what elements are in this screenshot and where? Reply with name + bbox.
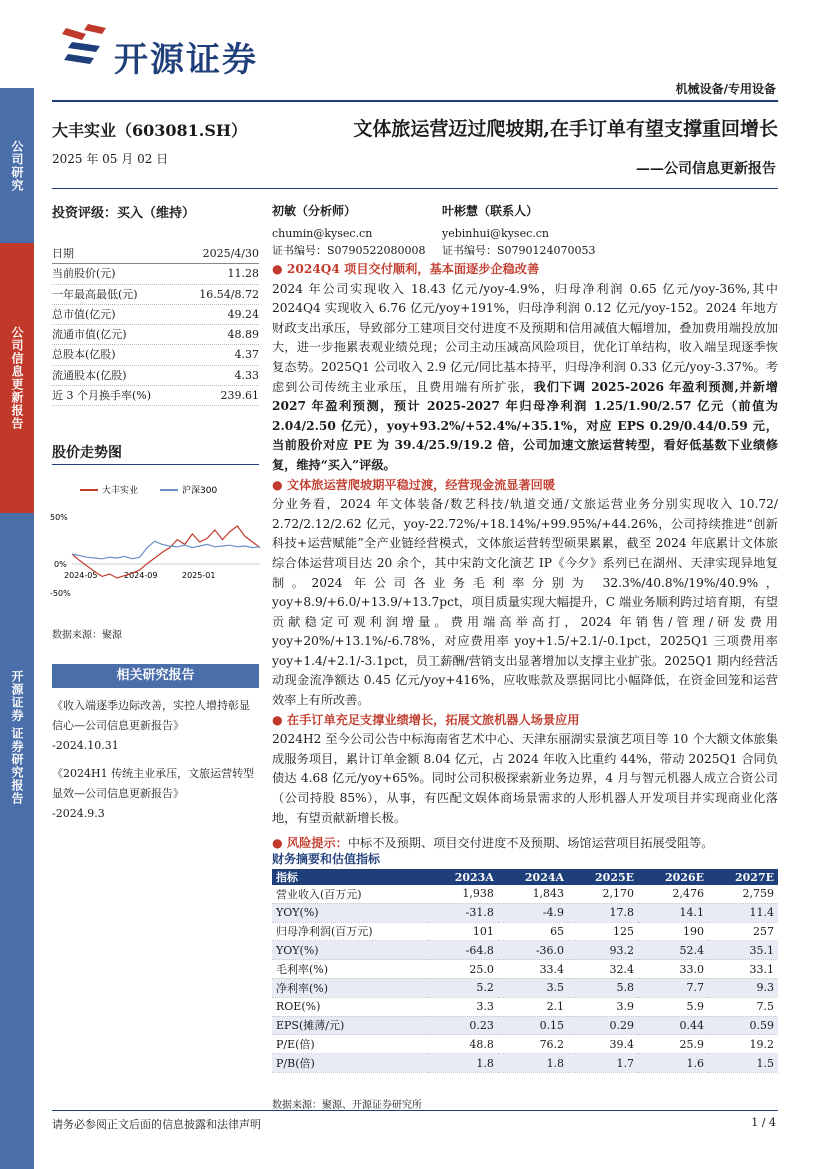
analyst-2 [442, 202, 596, 258]
finance-row [272, 903, 778, 922]
info-value: 16.54/8.72 [199, 287, 259, 301]
info-label: 日期 [52, 247, 74, 260]
finance-cell: YOY(%) [272, 903, 428, 922]
finance-cell: 1.6 [638, 1054, 708, 1073]
finance-cell: 1.8 [498, 1054, 568, 1073]
finance-row [272, 922, 778, 941]
risk-text: 中标不及预期、项目交付进度不及预期、场馆运营项目拓展受阻等。 [347, 836, 714, 851]
footer-disclaimer: 请务必参阅正文后面的信息披露和法律声明 [52, 1118, 261, 1131]
finance-cell: 25.0 [428, 960, 498, 979]
legend-label-series-2: 沪深300 [182, 486, 218, 496]
finance-cell: ROE(%) [272, 997, 428, 1016]
info-value: 11.28 [227, 267, 259, 281]
info-value: 4.33 [234, 368, 259, 382]
finance-cell: 0.44 [638, 1016, 708, 1035]
finance-cell: 2,476 [638, 885, 708, 903]
finance-row [272, 978, 778, 997]
stock-chart-title: 股价走势图 [52, 445, 122, 461]
finance-cell: 93.2 [568, 941, 638, 960]
risk-label: ● 风险提示： [272, 836, 348, 850]
finance-cell: 17.8 [568, 903, 638, 922]
finance-cell: 归母净利润(百万元) [272, 922, 428, 941]
finance-cell: 190 [638, 922, 708, 941]
finance-column-header: 2024A [498, 869, 568, 885]
analyst-1 [272, 202, 426, 258]
finance-cell: -64.8 [428, 941, 498, 960]
finance-cell: 9.3 [708, 978, 778, 997]
report-title: 文体旅运营迈过爬坡期,在手订单有望支撑重回增长 [353, 118, 778, 140]
finance-cell: 1,843 [498, 885, 568, 903]
finance-row [272, 1016, 778, 1035]
finance-cell: 3.5 [498, 978, 568, 997]
finance-cell: 7.7 [638, 978, 708, 997]
section-heading-3: ● 在手订单充足支撑业绩增长，拓展文旅机器人场景应用 [272, 711, 778, 731]
analyst-2-name: 叶彬慧（联系人） [442, 204, 539, 218]
finance-row [272, 1035, 778, 1054]
finance-cell: 48.8 [428, 1035, 498, 1054]
finance-source: 数据来源：聚源、开源证券研究所 [272, 1100, 422, 1111]
related-report-2[interactable] [52, 764, 259, 824]
finance-row [272, 960, 778, 979]
finance-cell: 125 [568, 922, 638, 941]
info-label: 流通市值(亿元) [52, 328, 127, 342]
side-label-brand: 开源证券 证券研究报告 [10, 670, 24, 806]
related-report-date: -2024.10.31 [52, 739, 119, 752]
related-reports-header: 相关研究报告 [52, 664, 259, 688]
investment-rating: 投资评级：买入（维持） [52, 206, 196, 221]
y-tick-label: 0% [54, 560, 67, 569]
finance-cell: 0.59 [708, 1016, 778, 1035]
finance-cell: 2,759 [708, 885, 778, 903]
finance-cell: 39.4 [568, 1035, 638, 1054]
finance-cell: 营业收入(百万元) [272, 885, 428, 903]
related-report-date: -2024.9.3 [52, 807, 105, 820]
forecast-text: 我们下调 2025-2026 年盈利预测,并新增 2027 年盈利预测，预计 2025-2027 年归母净利润 1.25/1.90/2.57 亿元（前值为 2.04/2.50 亿元），yoy+93.2%/+52.4%/+35.1%，对应 EPS 0.29/0.44/0.59 元，当前股价对应 PE 为 39.4/25.9/19.2 倍，公司加速文旅运营转型，看好低基数下业绩修复，维持“买入”评级。 [272, 379, 778, 472]
finance-cell: 25.9 [638, 1035, 708, 1054]
section-heading-1: ● 2024Q4 项目交付顺利，基本面逐步企稳改善 [272, 260, 778, 280]
brand-logo [60, 22, 110, 74]
body-paragraph-3: 2024H2 至今公司公告中标海南省艺术中心、天津东丽湖实景演艺项目等 10 个大额文体旅集成服务项目，累计订单金额 8.04 亿元，占 2024 年收入比重约 44%，带动 2025Q1 合同负债达 4.68 亿元/yoy+65%。同时公司积极探索新业务边界，4 月与智元机器人成立合资公司（公司持股 85%），从事，有匹配文娱体商场景需求的人形机器人开发项目并实现商业化落地，有望贡献新增长极。 [272, 732, 778, 825]
finance-cell: -36.0 [498, 941, 568, 960]
body-paragraph-2: 分业务看，2024 年文体装备/数艺科技/轨道交通/文旅运营业务分别实现收入 10.72/ 2.72/2.12/2.62 亿元，yoy-22.72%/+18.14%/+99.95%/+44.26%，公司持续推进“创新科技+运营赋能”全产业链经营模式，文体旅运营转型硕果累累，截至 2024 年底累计文体旅综合体运营项目达 20 余个，其中宋韵文化演艺 IP《今夕》系列已在湖州、天津实现异地复制。2024 年公司各业务毛利率分别为 32.3%/40.8%/19%/40.9%，yoy+8.9/+6.0/+13.9/+13.7pct，项目质量实现大幅提升，C 端业务顺利跨过培育期，有望贡献稳定可观利润增量。费用端高举高打，2024 年销售/管理/研发费用 yoy+20%/+13.1%/-6.78%，对应费用率 yoy+1.5/+2.1/-0.1pct，2025Q1 三项费用率 yoy+1.4/+2.1/-3.1pct，员工薪酬/营销支出显著增加以支撑主业扩张。2025Q1 期内经营活动现金流净额达 0.45 亿元/yoy+416%，应收账款及票据同比小幅降低，在资金回笼和运营效率上有所改善。 [272, 497, 778, 708]
company-name: 大丰实业（603081.SH） [52, 121, 248, 140]
finance-cell: EPS(摊薄/元) [272, 1016, 428, 1035]
info-value: 2025/4/30 [202, 247, 259, 260]
finance-cell: 14.1 [638, 903, 708, 922]
info-label: 当前股价(元) [52, 267, 116, 281]
finance-column-header: 2026E [638, 869, 708, 885]
finance-cell: 3.3 [428, 997, 498, 1016]
side-strip [0, 88, 34, 1169]
finance-column-header: 指标 [272, 869, 428, 885]
finance-cell: 1.5 [708, 1054, 778, 1073]
finance-table-title: 财务摘要和估值指标 [272, 852, 381, 866]
finance-cell: 32.4 [568, 960, 638, 979]
title-rule [52, 188, 778, 189]
analyst-1-cert: 证书编号：S0790522080008 [272, 244, 426, 257]
finance-cell: 0.15 [498, 1016, 568, 1035]
finance-cell: 5.9 [638, 997, 708, 1016]
stock-price-chart [50, 480, 264, 608]
legend-label-series-1: 大丰实业 [102, 486, 139, 496]
analyst-2-email[interactable]: yebinhui@kysec.cn [442, 227, 549, 240]
analyst-1-name: 初敏（分析师） [272, 204, 357, 218]
finance-cell: 7.5 [708, 997, 778, 1016]
finance-column-header: 2027E [708, 869, 778, 885]
finance-cell: 19.2 [708, 1035, 778, 1054]
finance-cell: 33.1 [708, 960, 778, 979]
finance-cell: P/B(倍) [272, 1054, 428, 1073]
side-label-company-research: 公司研究 [10, 139, 24, 192]
finance-cell: 76.2 [498, 1035, 568, 1054]
finance-cell: 33.0 [638, 960, 708, 979]
finance-column-header: 2023A [428, 869, 498, 885]
report-subtitle: ——公司信息更新报告 [636, 161, 776, 177]
info-row [52, 386, 259, 406]
info-row [52, 285, 259, 305]
x-tick-label: 2024-05 [64, 571, 98, 580]
y-tick-label: 50% [50, 513, 68, 522]
page-number: 1 / 4 [751, 1116, 776, 1129]
finance-cell: 65 [498, 922, 568, 941]
finance-row [272, 1054, 778, 1073]
info-row [52, 345, 259, 365]
related-report-1[interactable] [52, 696, 259, 756]
finance-cell: 101 [428, 922, 498, 941]
info-value: 239.61 [220, 389, 259, 403]
finance-cell: P/E(倍) [272, 1035, 428, 1054]
chart-source: 数据来源：聚源 [52, 630, 122, 641]
side-label-report-type: 公司信息更新报告 [0, 243, 34, 513]
info-label: 流通股本(亿股) [52, 368, 127, 382]
info-value: 48.89 [227, 328, 259, 342]
series-line-1 [72, 526, 260, 578]
info-label: 总股本(亿股) [52, 348, 116, 362]
info-label: 近 3 个月换手率(%) [52, 389, 152, 403]
info-row-date [52, 244, 259, 264]
info-label: 总市值(亿元) [52, 307, 116, 321]
paragraph-text: 2024 年公司实现收入 18.43 亿元/yoy-4.9%，归母净利润 0.65 亿元/yoy-36%,其中 2024Q4 实现收入 6.76 亿元/yoy+191%，归母净利润 0.12 亿元/yoy-152。2024 年地方财政支出承压，导致部分工建项目交付进度不及预期和信用减值大幅增加，叠加费用端投放加大，进一步拖累表观业绩兑现；公司主动压减高风险项目，优化订单结构，收入端呈现逐季恢复态势。2025Q1 公司收入 2.9 亿元/同比基本持平，归母净利润 0.33 亿元/yoy-3.37%。考虑到公司传统主业承压，且费用端有所扩张， [272, 281, 778, 394]
info-row [52, 366, 259, 386]
finance-cell: 1.7 [568, 1054, 638, 1073]
finance-row [272, 941, 778, 960]
finance-column-header: 2025E [568, 869, 638, 885]
industry-label: 机械设备/专用设备 [675, 82, 776, 96]
finance-cell: 3.9 [568, 997, 638, 1016]
info-row [52, 305, 259, 325]
stock-info-table [52, 244, 259, 406]
y-tick-label: -50% [50, 589, 71, 598]
brand-logo-icon [60, 22, 110, 70]
finance-row [272, 997, 778, 1016]
body-paragraph-1 [272, 280, 778, 476]
report-body [272, 260, 778, 854]
finance-cell: -4.9 [498, 903, 568, 922]
finance-cell: 5.8 [568, 978, 638, 997]
analyst-2-cert: 证书编号：S0790124070053 [442, 244, 596, 257]
finance-cell: 1,938 [428, 885, 498, 903]
related-report-title[interactable]: 《2024H1 传统主业承压，文旅运营转型显效—公司信息更新报告》 [52, 767, 255, 800]
info-value: 4.37 [234, 348, 259, 362]
finance-cell: 52.4 [638, 941, 708, 960]
finance-cell: 257 [708, 922, 778, 941]
finance-cell: 5.2 [428, 978, 498, 997]
analyst-1-email[interactable]: chumin@kysec.cn [272, 227, 373, 240]
section-heading-2: ● 文体旅运营爬坡期平稳过渡，经营现金流显著回暖 [272, 476, 778, 496]
finance-cell: 2,170 [568, 885, 638, 903]
finance-cell: 0.23 [428, 1016, 498, 1035]
finance-row [272, 885, 778, 903]
chart-legend [80, 484, 217, 496]
finance-table [272, 869, 778, 1073]
header-rule [52, 100, 778, 102]
finance-cell: 35.1 [708, 941, 778, 960]
info-row [52, 264, 259, 284]
finance-cell: -31.8 [428, 903, 498, 922]
report-date: 2025 年 05 月 02 日 [52, 152, 169, 166]
finance-cell: 11.4 [708, 903, 778, 922]
footer-rule [52, 1110, 778, 1111]
chart-title-rule [52, 464, 259, 465]
related-report-title[interactable]: 《收入端逐季边际改善，实控人增持彰显信心—公司信息更新报告》 [52, 699, 250, 732]
finance-cell: 1.8 [428, 1054, 498, 1073]
finance-cell: 净利率(%) [272, 978, 428, 997]
finance-cell: 33.4 [498, 960, 568, 979]
x-tick-label: 2025-01 [182, 571, 216, 580]
finance-header-row [272, 869, 778, 885]
info-row [52, 325, 259, 345]
finance-cell: 0.29 [568, 1016, 638, 1035]
finance-cell: 2.1 [498, 997, 568, 1016]
finance-cell: YOY(%) [272, 941, 428, 960]
info-label: 一年最高最低(元) [52, 287, 138, 301]
x-tick-label: 2024-09 [124, 571, 158, 580]
finance-cell: 毛利率(%) [272, 960, 428, 979]
brand-name: 开源证券 [114, 40, 258, 80]
info-value: 49.24 [227, 307, 259, 321]
